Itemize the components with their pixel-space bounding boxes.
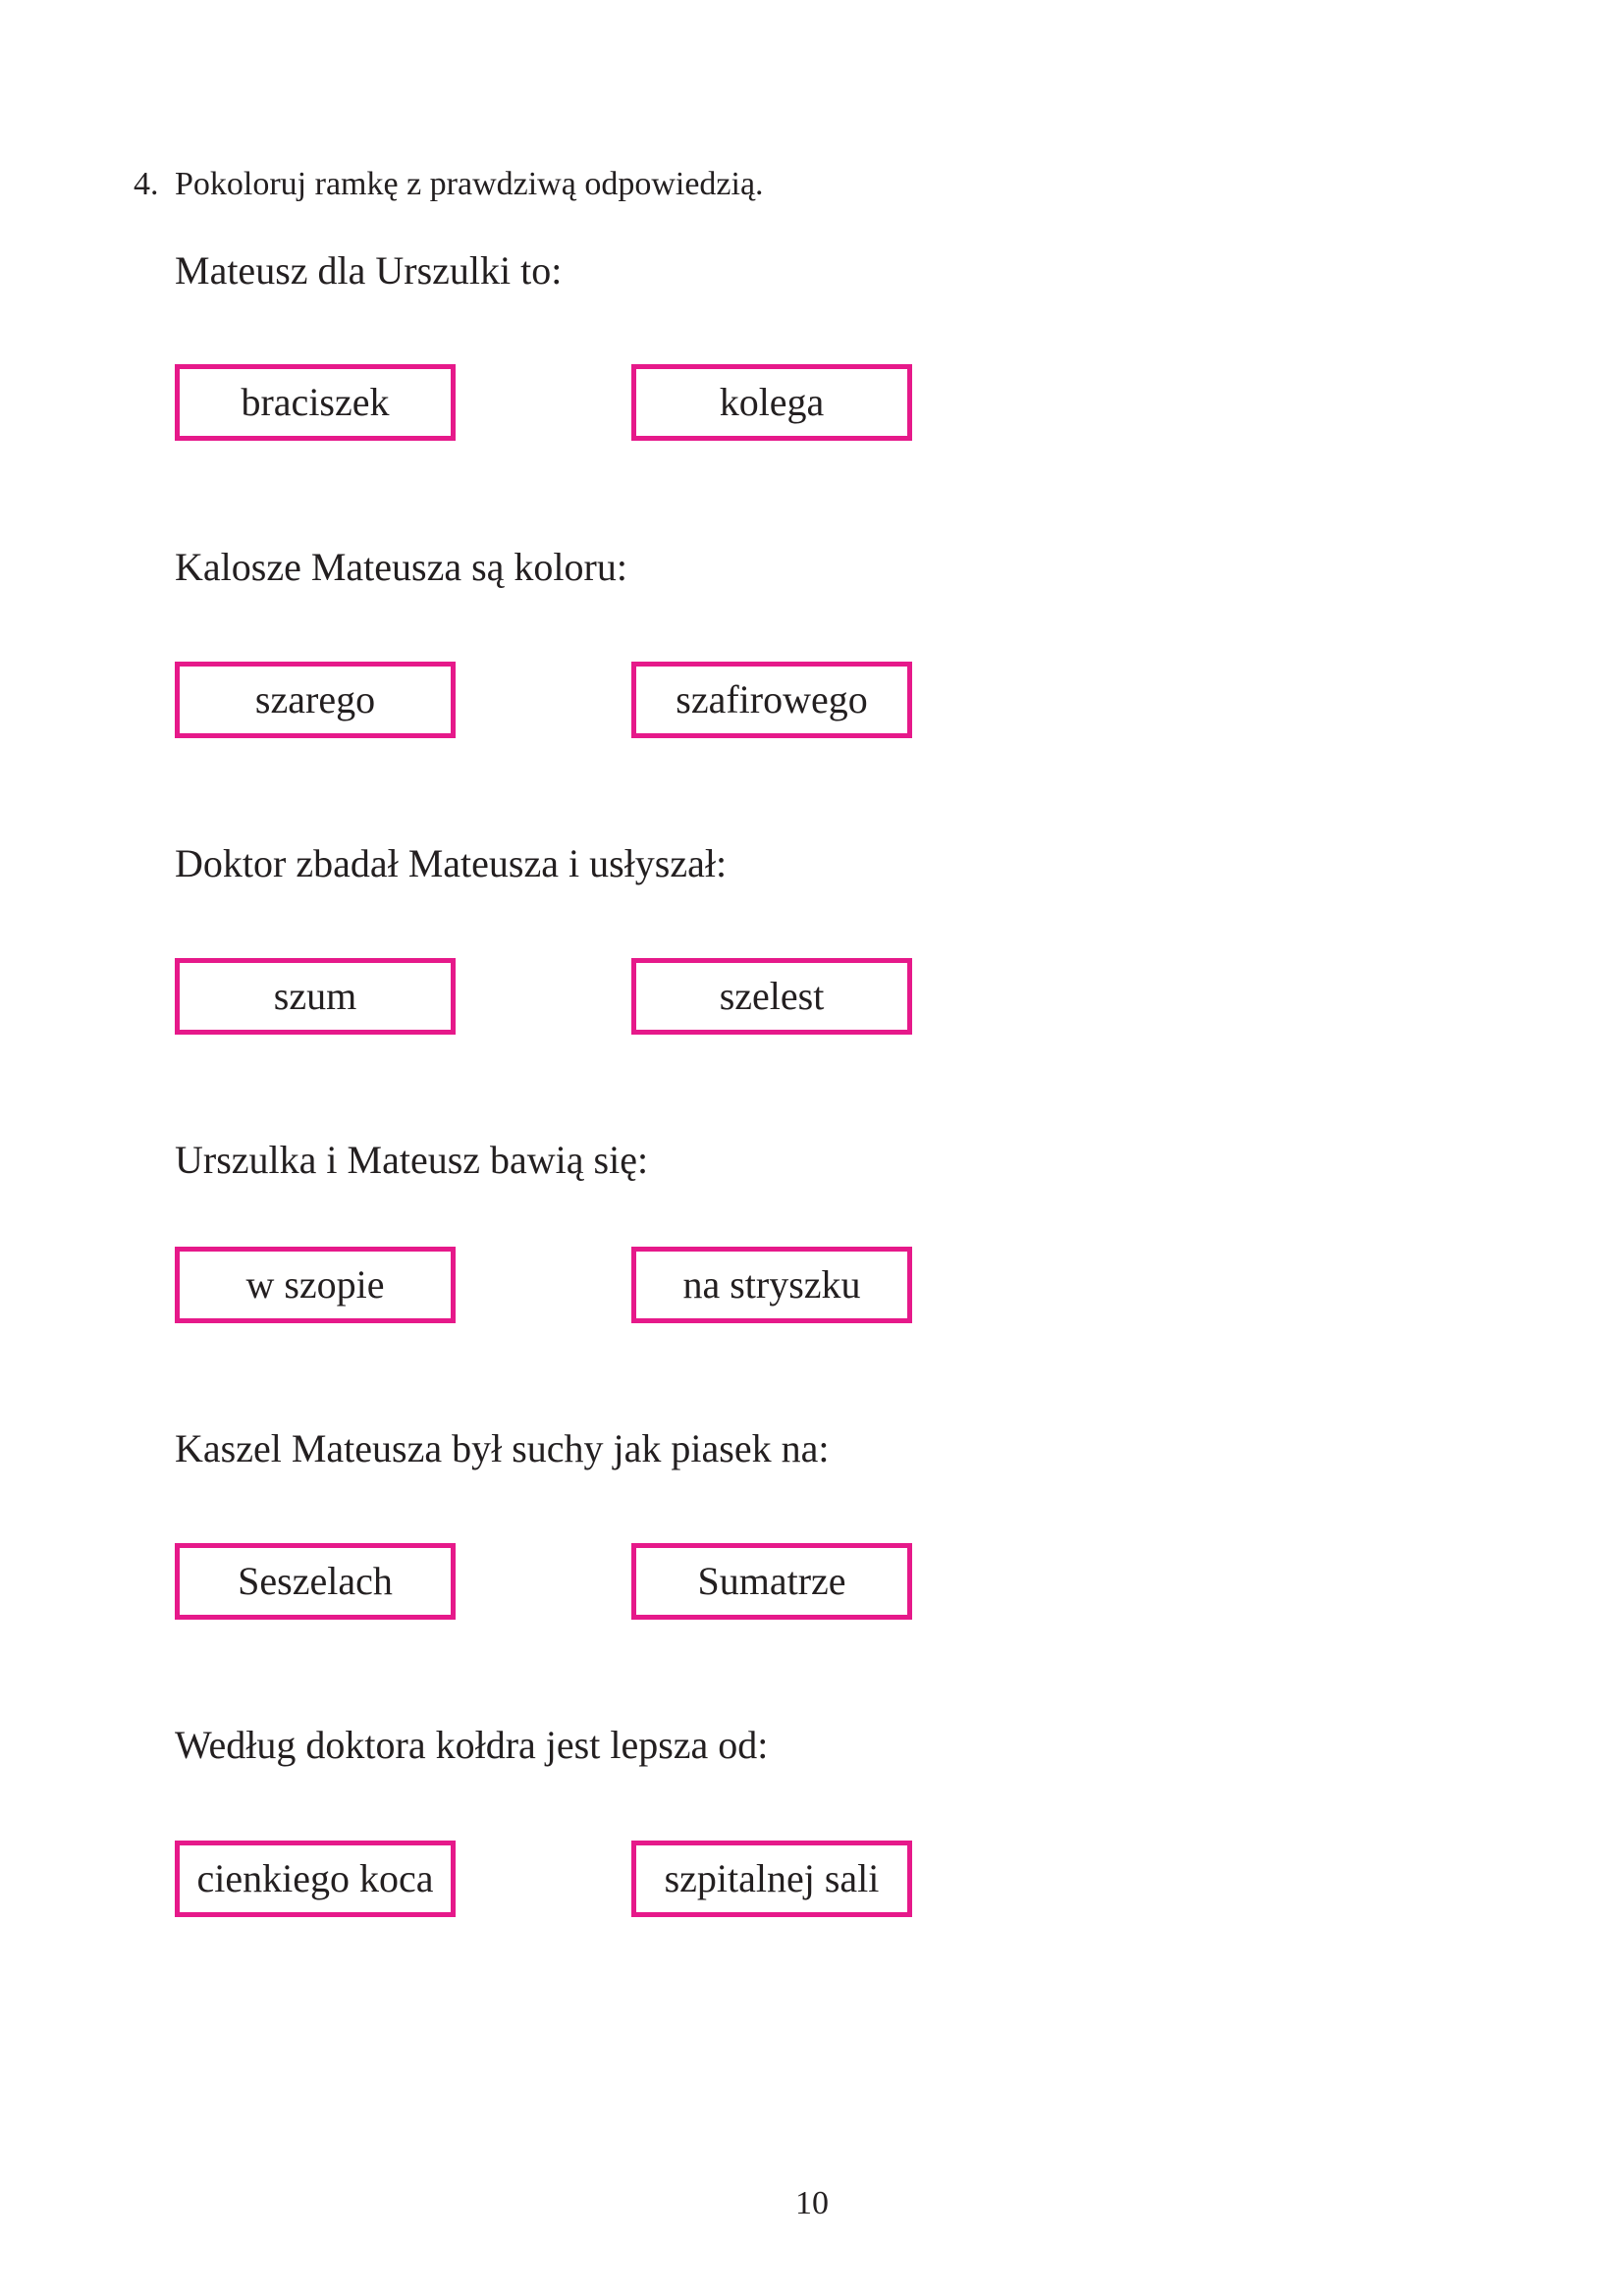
question-2: Kalosze Mateusza są koloru:: [175, 545, 627, 589]
question-3: Doktor zbadał Mateusza i usłyszał:: [175, 841, 728, 885]
question-1: Mateusz dla Urszulki to:: [175, 248, 563, 293]
answer-box-cienkiego-koca[interactable]: cienkiego koca: [175, 1841, 456, 1917]
question-6: Według doktora kołdra jest lepsza od:: [175, 1723, 769, 1767]
question-4: Urszulka i Mateusz bawią się:: [175, 1138, 649, 1182]
task-instruction: Pokoloruj ramkę z prawdziwą odpowiedzią.: [175, 166, 764, 202]
answer-box-sumatrze[interactable]: Sumatrze: [631, 1543, 912, 1620]
answer-box-braciszek[interactable]: braciszek: [175, 364, 456, 441]
page-number: 10: [795, 2185, 829, 2221]
answer-box-seszelach[interactable]: Seszelach: [175, 1543, 456, 1620]
task-header: [134, 165, 764, 204]
question-5: Kaszel Mateusza był suchy jak piasek na:: [175, 1426, 830, 1470]
answer-box-kolega[interactable]: kolega: [631, 364, 912, 441]
answer-box-szelest[interactable]: szelest: [631, 958, 912, 1035]
task-number: 4.: [134, 166, 159, 202]
answer-box-szum[interactable]: szum: [175, 958, 456, 1035]
answer-box-szpitalnej-sali[interactable]: szpitalnej sali: [631, 1841, 912, 1917]
answer-box-szafirowego[interactable]: szafirowego: [631, 662, 912, 738]
answer-box-szarego[interactable]: szarego: [175, 662, 456, 738]
answer-box-na-stryszku[interactable]: na stryszku: [631, 1247, 912, 1323]
answer-box-w-szopie[interactable]: w szopie: [175, 1247, 456, 1323]
